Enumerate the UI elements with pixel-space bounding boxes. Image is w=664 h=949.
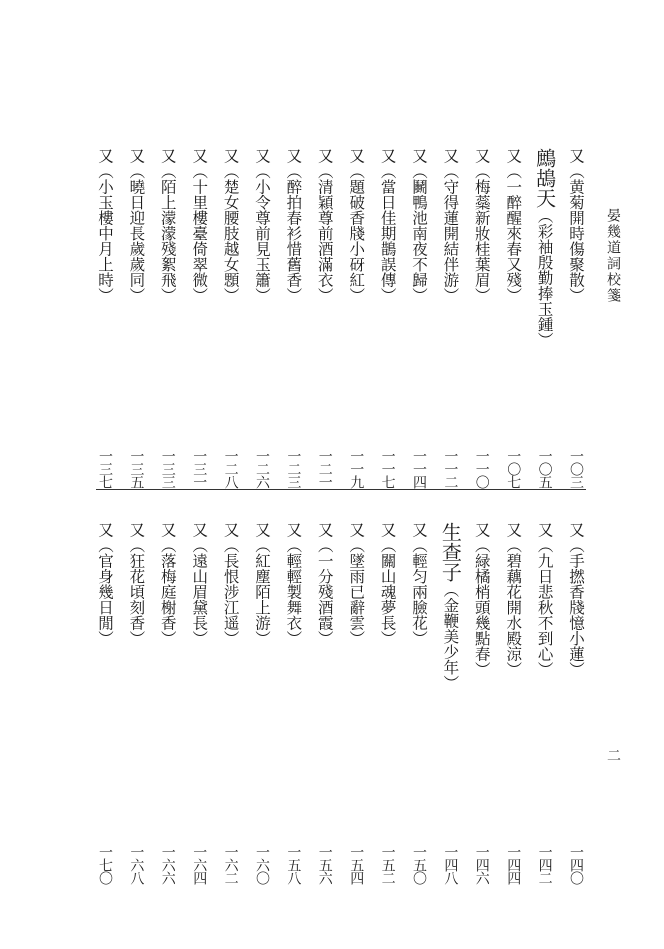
entry-title: 又（楚女腰肢越女顋） — [221, 148, 240, 303]
toc-entry — [217, 148, 245, 488]
toc-entry — [342, 522, 370, 884]
section-divider — [96, 489, 586, 490]
entry-page-number: 一四四 — [505, 845, 522, 884]
entry-title: 又（曉日迎長歲歲同） — [127, 148, 146, 303]
entry-title: 又（碧藕花開水殿涼） — [504, 522, 523, 677]
toc-entry — [248, 148, 276, 488]
toc-entry — [154, 148, 182, 488]
entry-page-number: 一六八 — [128, 845, 145, 884]
entry-page-number: 一〇七 — [505, 449, 522, 488]
entry-title: 又（落梅庭榭香） — [158, 522, 177, 646]
entry-page-number: 一五六 — [316, 845, 333, 884]
entry-page-number: 一一七 — [379, 449, 396, 488]
entry-title: 又（守得蓮開結伴游） — [441, 148, 460, 303]
entry-title: 又（狂花頃刻香） — [127, 522, 146, 646]
entry-page-number: 一六二 — [222, 845, 239, 884]
entry-page-number: 一五八 — [285, 845, 302, 884]
entry-page-number: 一二一 — [316, 449, 333, 488]
tune-name: 生查子 — [438, 522, 463, 582]
toc-section-bottom — [0, 522, 664, 884]
entry-page-number: 一六〇 — [254, 845, 270, 884]
entry-title: 又（題破香牋小砑紅） — [347, 148, 366, 303]
toc-entry — [562, 522, 590, 884]
entry-title: 又（墜雨已辭雲） — [347, 522, 366, 646]
first-line: （彩袖殷勤捧玉鍾） — [535, 208, 554, 348]
entry-title: 又（小令尊前見玉簫） — [253, 148, 271, 303]
entry-title: 又（關山魂夢長） — [378, 522, 397, 646]
entry-title: 又（一醉醒來春又殘） — [504, 148, 523, 303]
entry-title: 又（緑橘梢頭幾點春） — [472, 522, 491, 677]
entry-title: 又（當日佳期鵲誤傳） — [378, 148, 397, 303]
entry-page-number: 一一四 — [411, 449, 427, 488]
toc-entry — [468, 148, 496, 488]
entry-page-number: 一〇三 — [568, 449, 584, 488]
entry-title: 又（遠山眉黛長） — [190, 522, 209, 646]
toc-entry — [91, 522, 119, 884]
entry-title — [531, 148, 559, 348]
entry-title — [436, 522, 464, 691]
entry-page-number: 一二八 — [222, 449, 239, 488]
toc-entry — [405, 148, 433, 488]
entry-page-number: 一三三 — [159, 449, 176, 488]
toc-section-top — [0, 148, 664, 488]
toc-entry — [374, 522, 402, 884]
toc-entry — [531, 148, 559, 488]
entry-title: 又（鬭鴨池南夜不歸） — [410, 148, 428, 303]
entry-title: 又（醉拍春衫惜舊香） — [284, 148, 303, 303]
toc-entry — [248, 522, 276, 884]
entry-title: 又（黄菊開時傷聚散） — [567, 148, 585, 303]
entry-title: 又（輕匀兩臉花） — [410, 522, 428, 646]
entry-title: 又（一分殘酒霞） — [315, 522, 334, 646]
entry-page-number: 一四〇 — [568, 845, 584, 884]
entry-page-number: 一〇五 — [536, 449, 553, 488]
toc-entry — [562, 148, 590, 488]
entry-page-number: 一二六 — [254, 449, 270, 488]
entry-page-number: 一四六 — [473, 845, 490, 884]
entry-page-number: 一一〇 — [473, 449, 490, 488]
toc-entry — [91, 148, 119, 488]
tune-name: 鷓鴣天 — [532, 148, 557, 208]
toc-entry — [154, 522, 182, 884]
entry-page-number: 一一九 — [348, 449, 365, 488]
page-number: 二 — [605, 748, 621, 762]
toc-entry — [342, 148, 370, 488]
entry-title: 又（清穎尊前酒滿衣） — [315, 148, 334, 303]
entry-title: 又（十里樓臺倚翠微） — [190, 148, 209, 303]
toc-entry — [436, 148, 464, 488]
entry-page-number: 一三一 — [191, 449, 208, 488]
entry-page-number: 一三七 — [97, 449, 113, 488]
entry-page-number: 一六六 — [159, 845, 176, 884]
toc-entry — [499, 148, 527, 488]
entry-title: 又（紅塵陌上游） — [253, 522, 271, 646]
entry-title: 又（長恨涉江遥） — [221, 522, 240, 646]
toc-entry — [405, 522, 433, 884]
toc-entry — [531, 522, 559, 884]
entry-page-number: 一五二 — [379, 845, 396, 884]
entry-title: 又（輕輕製舞衣） — [284, 522, 303, 646]
toc-entry — [436, 522, 464, 884]
entry-page-number: 一五〇 — [411, 845, 427, 884]
toc-entry — [311, 148, 339, 488]
entry-title: 又（九日悲秋不到心） — [535, 522, 554, 677]
entry-page-number: 一四二 — [536, 845, 553, 884]
first-line: （金鞭美少年） — [441, 582, 460, 691]
toc-entry — [468, 522, 496, 884]
toc-entry — [279, 148, 307, 488]
toc-entry — [122, 148, 150, 488]
entry-page-number: 一五四 — [348, 845, 365, 884]
entry-page-number: 一六四 — [191, 845, 208, 884]
toc-entry — [217, 522, 245, 884]
entry-title: 又（手撚香牋憶小蓮） — [567, 522, 585, 677]
entry-page-number: 一一二 — [442, 449, 459, 488]
entry-page-number: 一三五 — [128, 449, 145, 488]
entry-page-number: 一四八 — [442, 845, 459, 884]
entry-title: 又（梅蘂新妝桂葉眉） — [472, 148, 491, 303]
toc-entry — [122, 522, 150, 884]
entry-title: 又（陌上濛濛殘絮飛） — [158, 148, 177, 303]
entry-page-number: 一七〇 — [97, 845, 113, 884]
toc-entry — [499, 522, 527, 884]
entry-title: 又（官身幾日閒） — [96, 522, 114, 646]
toc-entry — [185, 522, 213, 884]
entry-page-number: 一二三 — [285, 449, 302, 488]
toc-entry — [311, 522, 339, 884]
toc-entry — [279, 522, 307, 884]
toc-entry — [374, 148, 402, 488]
entry-title: 又（小玉樓中月上時） — [96, 148, 114, 303]
running-title: 晏幾道詞校箋 — [605, 208, 621, 304]
toc-entry — [185, 148, 213, 488]
